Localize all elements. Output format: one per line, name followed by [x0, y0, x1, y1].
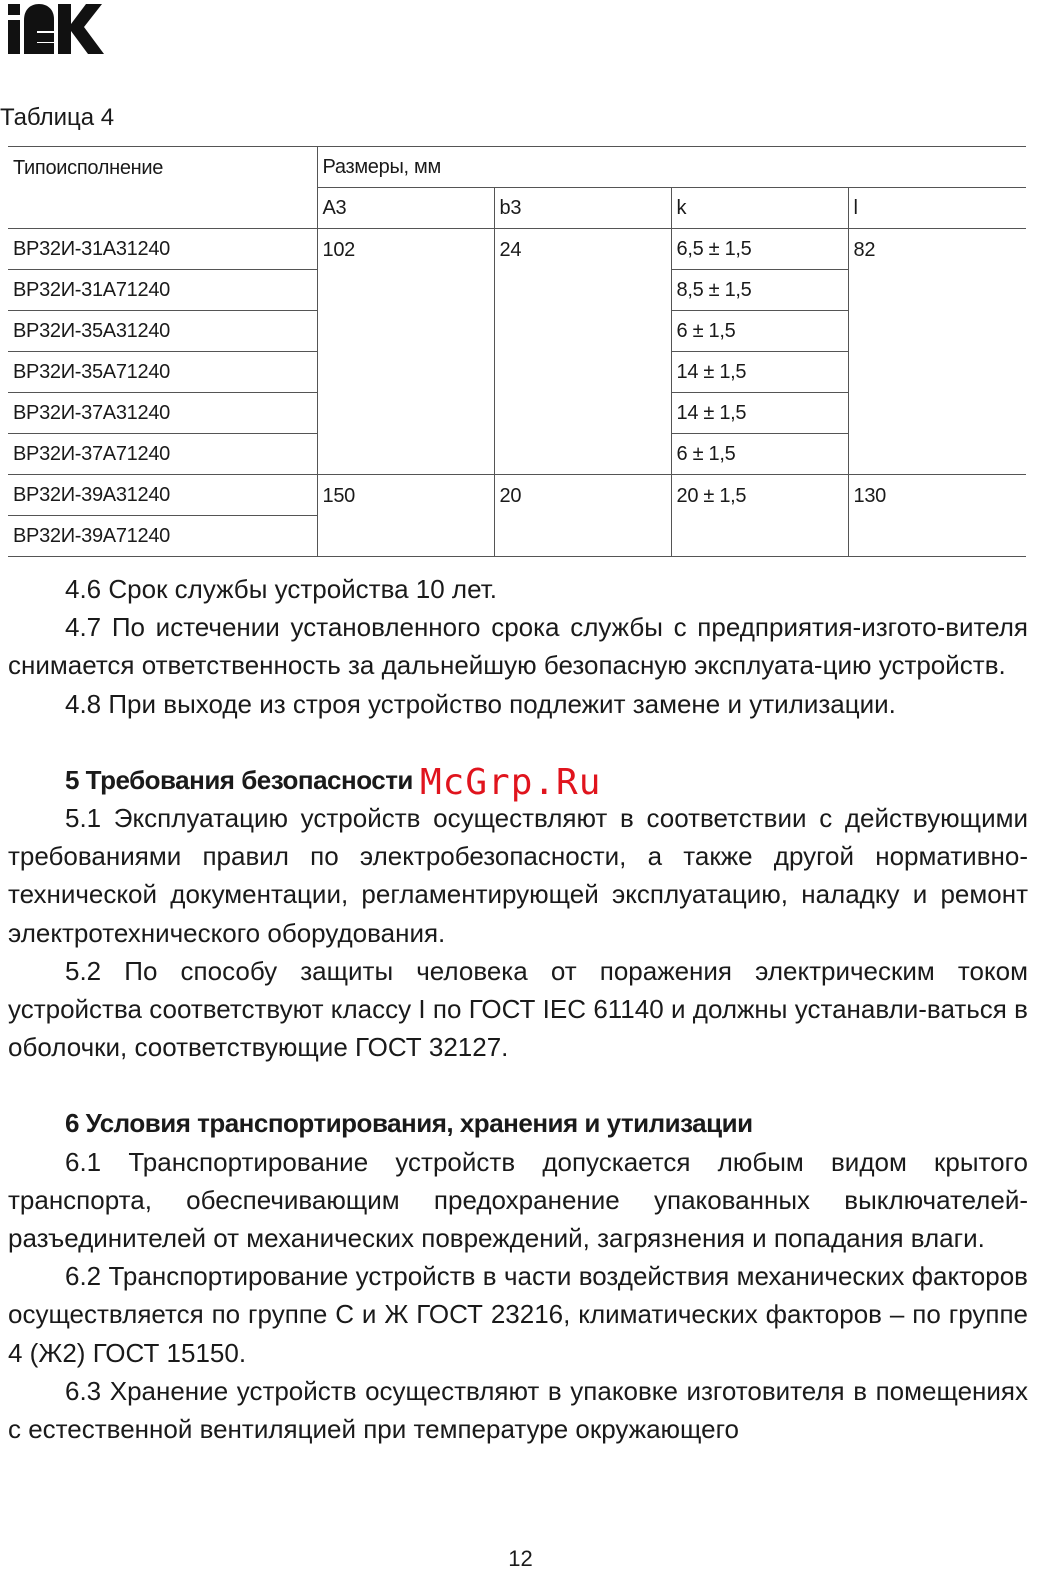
paragraph-5-2: 5.2 По способу защиты человека от поражения электрическим током устройства соответствуют классу I по ГОСТ IEC 61140 и должны устанавли-ваться в оболочки, соответствующие ГОСТ 32127.: [8, 955, 1028, 1063]
type-cell: ВР32И-39А31240: [8, 475, 317, 516]
paragraph-6-2: 6.2 Транспортирование устройств в части воздействия механических факторов осуществляется по группе С и Ж ГОСТ 23216, климатических факторов – по группе 4 (Ж2) ГОСТ 15150.: [8, 1261, 1028, 1368]
paragraph-5-1: 5.1 Эксплуатацию устройств осуществляют в соответствии с действующими требованиями правил по электробезопасности, а также другой нормативно-технической документации, регламентирующей эксплуатацию, наладку и ремонт электротехнического оборудования.: [8, 803, 1028, 948]
type-cell: ВР32И-37А31240: [8, 393, 317, 434]
paragraph-6-3: 6.3 Хранение устройств осуществляют в упаковке изготовителя в помещениях с естественной вентиляцией при температуре окружающего: [8, 1375, 1028, 1445]
paragraph-4-6: 4.6 Срок службы устройства 10 лет.: [65, 574, 497, 604]
paragraph-4-8: 4.8 При выходе из строя устройство подлежит замене и утилизации.: [65, 688, 896, 719]
l-cell: 130: [848, 475, 1026, 557]
dimensions-table: [8, 146, 1026, 557]
header-l: l: [848, 188, 1026, 229]
b3-cell: 20: [494, 475, 671, 557]
k-cell: 14 ± 1,5: [671, 393, 848, 434]
type-cell: ВР32И-31А31240: [8, 229, 317, 270]
a3-cell: 150: [317, 475, 494, 557]
b3-cell: 24: [494, 229, 671, 475]
k-cell: 6,5 ± 1,5: [671, 229, 848, 270]
header-b3: b3: [494, 188, 671, 229]
table-header-row: [8, 147, 1026, 188]
section-5-heading: 5 Требования безопасности: [65, 764, 413, 795]
type-cell: ВР32И-35А71240: [8, 352, 317, 393]
table-row: [8, 475, 1026, 516]
header-k: k: [671, 188, 848, 229]
type-cell: ВР32И-31А71240: [8, 270, 317, 311]
k-cell: 8,5 ± 1,5: [671, 270, 848, 311]
type-cell: ВР32И-37А71240: [8, 434, 317, 475]
header-dimensions: Размеры, мм: [317, 147, 1026, 188]
paragraph-4-7: 4.7 По истечении установленного срока службы с предприятия-изгото-вителя снимается ответственность за дальнейшую безопасную эксплуата-цию устройств.: [8, 612, 1028, 681]
header-a3: A3: [317, 188, 494, 229]
body-text: [8, 570, 1028, 1448]
a3-cell: 102: [317, 229, 494, 475]
k-cell: 6 ± 1,5: [671, 311, 848, 352]
header-type: Типоисполнение: [8, 147, 317, 229]
watermark: McGrp.Ru: [420, 762, 602, 803]
page-number: 12: [508, 1546, 533, 1571]
l-cell: 82: [848, 229, 1026, 475]
k-cell: 6 ± 1,5: [671, 434, 848, 475]
k-cell: 20 ± 1,5: [671, 475, 848, 557]
k-cell: 14 ± 1,5: [671, 352, 848, 393]
type-cell: ВР32И-39А71240: [8, 516, 317, 557]
iek-logo: [8, 2, 122, 54]
table-row: [8, 229, 1026, 270]
type-cell: ВР32И-35А31240: [8, 311, 317, 352]
paragraph-6-1: 6.1 Транспортирование устройств допускается любым видом крытого транспорта, обеспечивающим предохранение упакованных выключателей-разъединителей от механических повреждений, загрязнения и попадания влаги.: [8, 1146, 1028, 1254]
section-6-heading: 6 Условия транспортирования, хранения и утилизации: [65, 1108, 753, 1139]
table-caption: Таблица 4: [0, 104, 115, 131]
